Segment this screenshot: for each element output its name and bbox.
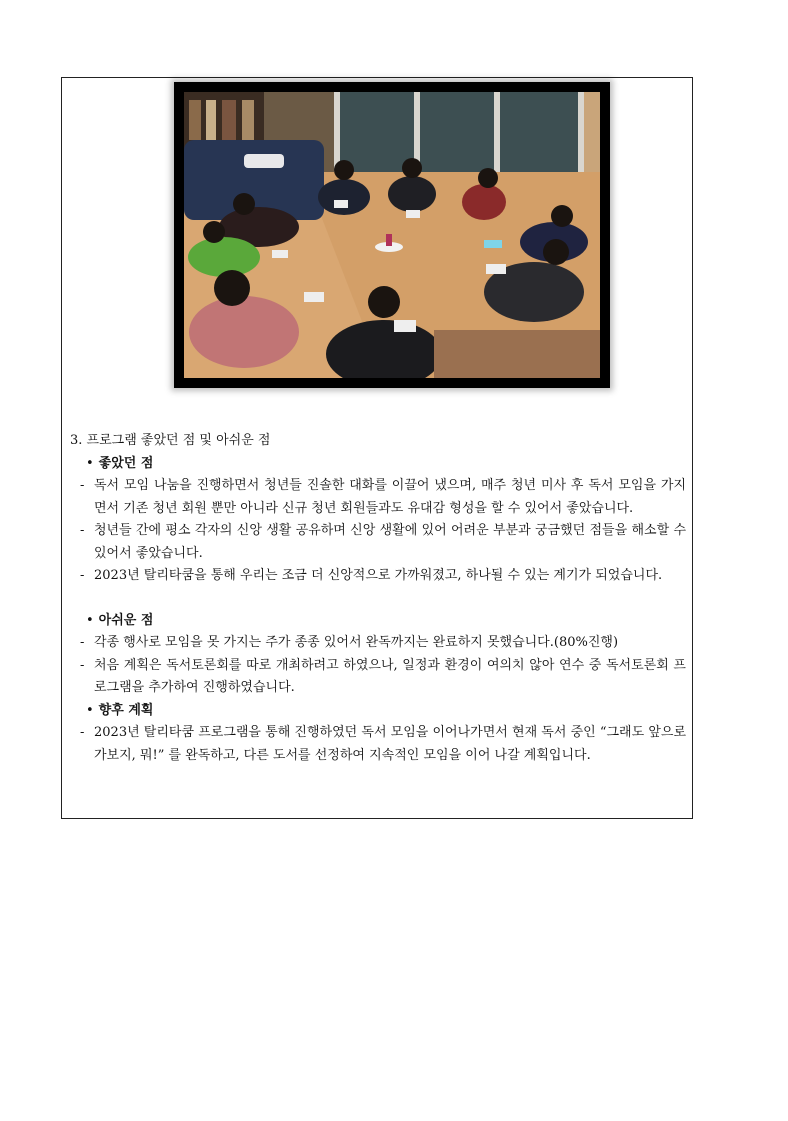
- good-item: [70, 565, 686, 588]
- spacer: [70, 588, 686, 610]
- good-item: [70, 520, 686, 565]
- dash-mark: -: [80, 523, 85, 538]
- photo-window: [334, 92, 584, 172]
- good-heading: 좋았던 점: [98, 455, 154, 471]
- dash-mark: -: [80, 657, 85, 673]
- bullet-mark: •: [86, 455, 94, 471]
- photo-illustration: [184, 92, 600, 378]
- photo-frame: [174, 82, 610, 388]
- good-item-text: 2023년 탈리타쿰을 통해 우리는 조금 더 신앙적으로 가까워졌고, 하나될 수 있는 계기가 되었습니다.: [94, 568, 663, 583]
- section-title: 3. 프로그램 좋았던 점 및 아쉬운 점: [70, 433, 271, 448]
- plan-heading-row: [86, 700, 686, 723]
- regret-heading: 아쉬운 점: [98, 612, 154, 628]
- dash-mark: -: [80, 725, 85, 740]
- bullet-mark: •: [86, 702, 94, 718]
- good-item-text: 청년들 간에 평소 각자의 신앙 생활 공유하며 신앙 생활에 있어 어려운 부분과 궁금했던 점들을 해소할 수 있어서 좋았습니다.: [94, 523, 686, 561]
- regret-item-text: 처음 계획은 독서토론회를 따로 개최하려고 하였으나, 일정과 환경이 여의치 않아 연수 중 독서토론회 프로그램을 추가하여 진행하였습니다.: [94, 657, 686, 695]
- plan-heading: 향후 계획: [98, 702, 154, 718]
- bullet-mark: •: [86, 612, 94, 628]
- regret-heading-row: [86, 610, 686, 633]
- group-reading-photo: [184, 92, 600, 378]
- good-item: [70, 475, 686, 520]
- regret-item: [70, 632, 686, 655]
- document-frame: [61, 77, 693, 819]
- regret-item: [70, 655, 686, 700]
- section-content: [70, 430, 686, 767]
- dash-mark: -: [80, 635, 85, 650]
- good-item-text: 독서 모임 나눔을 진행하면서 청년들 진솔한 대화를 이끌어 냈으며, 매주 청년 미사 후 독서 모임을 가지면서 기존 청년 회원 뿐만 아니라 신규 청년 회원들과도 유대감 형성을 할 수 있어서 좋았습니다.: [94, 478, 686, 516]
- plan-item-text: 2023년 탈리타쿰 프로그램을 통해 진행하였던 독서 모임을 이어나가면서 현재 독서 중인 “그래도 앞으로 가보지, 뭐!” 를 완독하고, 다른 도서를 선정하여 지속적인 모임을 이어 나갈 계획입니다.: [94, 725, 686, 763]
- good-heading-row: [86, 453, 686, 476]
- regret-item-text: 각종 행사로 모임을 못 가지는 주가 종종 있어서 완독까지는 완료하지 못했습니다.(80%진행): [94, 635, 619, 650]
- dash-mark: -: [80, 478, 85, 493]
- photo-table: [434, 330, 600, 378]
- plan-item: [70, 722, 686, 767]
- dash-mark: -: [80, 568, 85, 583]
